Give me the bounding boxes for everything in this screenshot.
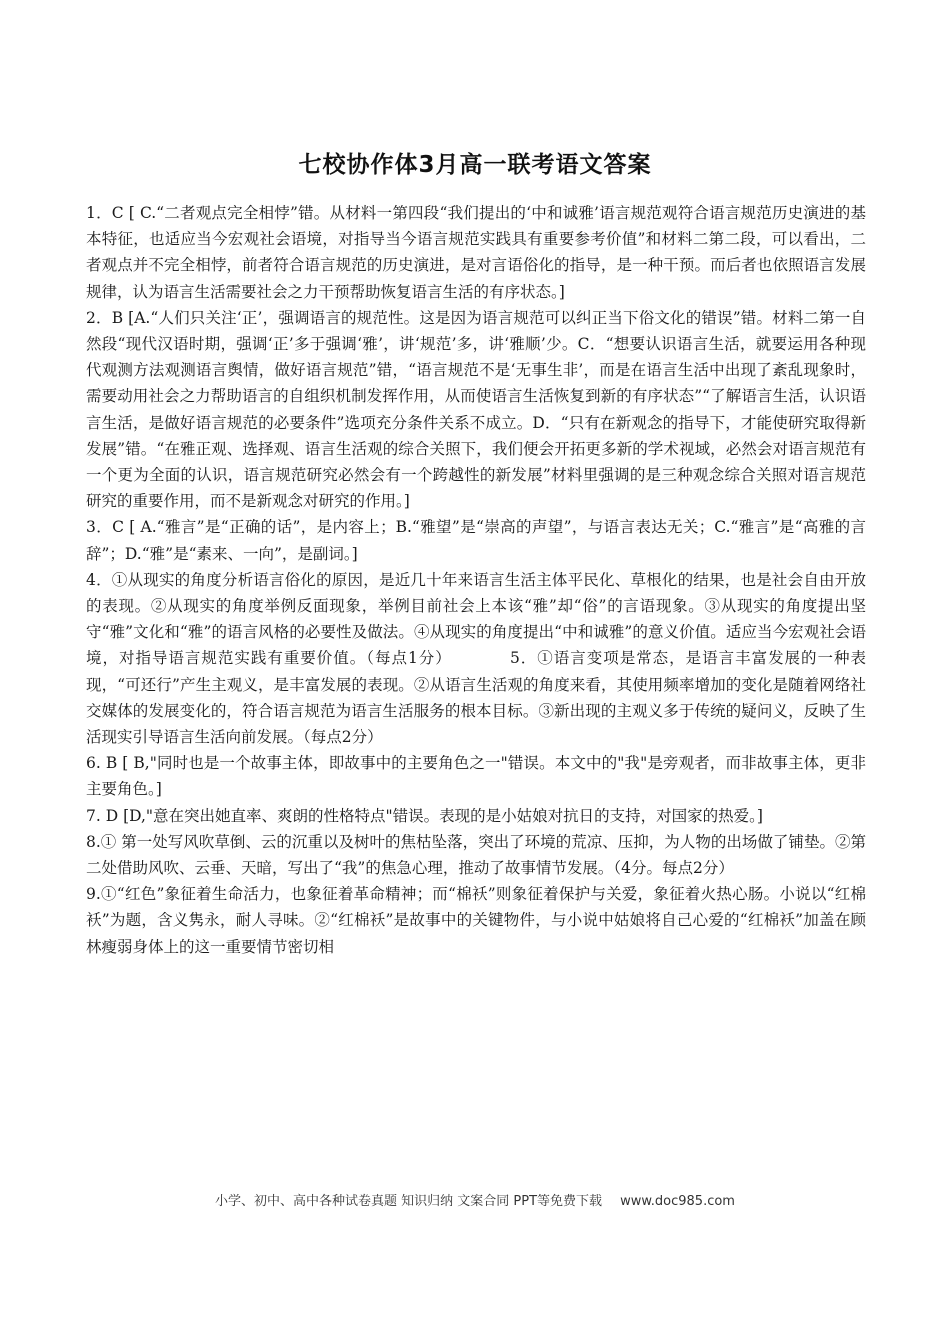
- answer-9: 9.①“红色”象征着生命活力，也象征着革命精神；而“棉袄”则象征着保护与关爱，象征着火热心肠。小说以“红棉袄”为题，含义隽永，耐人寻味。②“红棉袄”是故事中的关键物件，与小说中姑娘将自己心爱的“红棉袄”加盖在顾林瘦弱身体上的这一重要情节密切相: [86, 885, 866, 956]
- answer-2: 2．B [A.“人们只关注‘正’，强调语言的规范性。这是因为语言规范可以纠正当下俗文化的错误”错。材料二第一自然段“现代汉语时期，强调‘正’多于强调‘雅’，讲‘规范’多，讲‘雅顺’少。C．“想要认识语言生活，就要运用各种现代观测方法观测语言舆情，做好语言规范”错，“语言规范不是‘无事生非’，而是在语言生活中出现了紊乱现象时，需要动用社会之力帮助语言的自组织机制发挥作用，从而使语言生活恢复到新的有序状态”“了解语言生活，认识语言生活，是做好语言规范的必要条件”选项充分条件关系不成立。D．“只有在新观念的指导下，才能使研究取得新发展”错。“在雅正观、选择观、语言生活观的综合关照下，我们便会开拓更多新的学术视域，必然会对语言规范有一个更为全面的认识，语言规范研究必然会有一个跨越性的新发展”材料里强调的是三种观念综合关照对语言规范研究的重要作用，而不是新观念对研究的作用。]: [86, 308, 866, 511]
- document-title: 七校协作体3月高一联考语文答案: [298, 152, 652, 178]
- answer-8: 8.① 第一处写风吹草倒、云的沉重以及树叶的焦枯坠落，突出了环境的荒凉、压抑，为人物的出场做了铺垫。②第二处借助风吹、云垂、天暗，写出了“我”的焦急心理，推动了故事情节发展。（4分。每点2分）: [86, 832, 866, 878]
- answer-list: [86, 200, 866, 960]
- footer-text: 小学、初中、高中各种试卷真题 知识归纳 文案合同 PPT等免费下载: [215, 1194, 603, 1209]
- answer-1: 1．C [ C.“二者观点完全相悖”错。从材料一第四段“我们提出的‘中和诚雅’语言规范观符合语言规范历史演进的基本特征，也适应当今宏观社会语境，对指导当今语言规范实践具有重要参考价值”和材料二第二段，可以看出，二者观点并不完全相悖，前者符合语言规范的历史演进，是对言语俗化的指导，是一种干预。而后者也依照语言发展规律，认为语言生活需要社会之力干预帮助恢复语言生活的有序状态。]: [86, 204, 866, 301]
- answer-7: 7. D [D,"意在突出她直率、爽朗的性格特点"错误。表现的是小姑娘对抗日的支持，对国家的热爱。]: [86, 806, 763, 825]
- answer-3: 3．C [ A.“雅言”是“正确的话”，是内容上；B.“雅望”是“崇高的声望”，与语言表达无关；C.“雅言”是“高雅的言辞”；D.“雅”是“素来、一向”，是副词。]: [86, 518, 866, 563]
- answer-4-5: 4．①从现实的角度分析语言俗化的原因，是近几十年来语言生活主体平民化、草根化的结果，也是社会自由开放的表现。②从现实的角度举例反面现象，举例目前社会上本该“雅”却“俗”的言语现象。③从现实的角度提出坚守“雅”文化和“雅”的语言风格的必要性及做法。④从现实的角度提出“中和诚雅”的意义价值。适应当今宏观社会语境，对指导语言规范实践有重要价值。（每点1分） 5．①语言变项是常态，是语言丰富发展的一种表现，“可还行”产生主观义，是丰富发展的表现。②从语言生活观的角度来看，其使用频率增加的变化是随着网络社交媒体的发展变化的，符合语言规范为语言生活服务的根本目标。③新出现的主观义多于传统的疑问义，反映了生活现实引导语言生活向前发展。（每点2分）: [86, 570, 866, 747]
- footer-url: www.doc985.com: [620, 1194, 735, 1209]
- answer-6: 6. B [ B,"同时也是一个故事主体，即故事中的主要角色之一"错误。本文中的"我"是旁观者，而非故事主体，更非主要角色。]: [86, 754, 866, 799]
- page-footer: [0, 1190, 950, 1209]
